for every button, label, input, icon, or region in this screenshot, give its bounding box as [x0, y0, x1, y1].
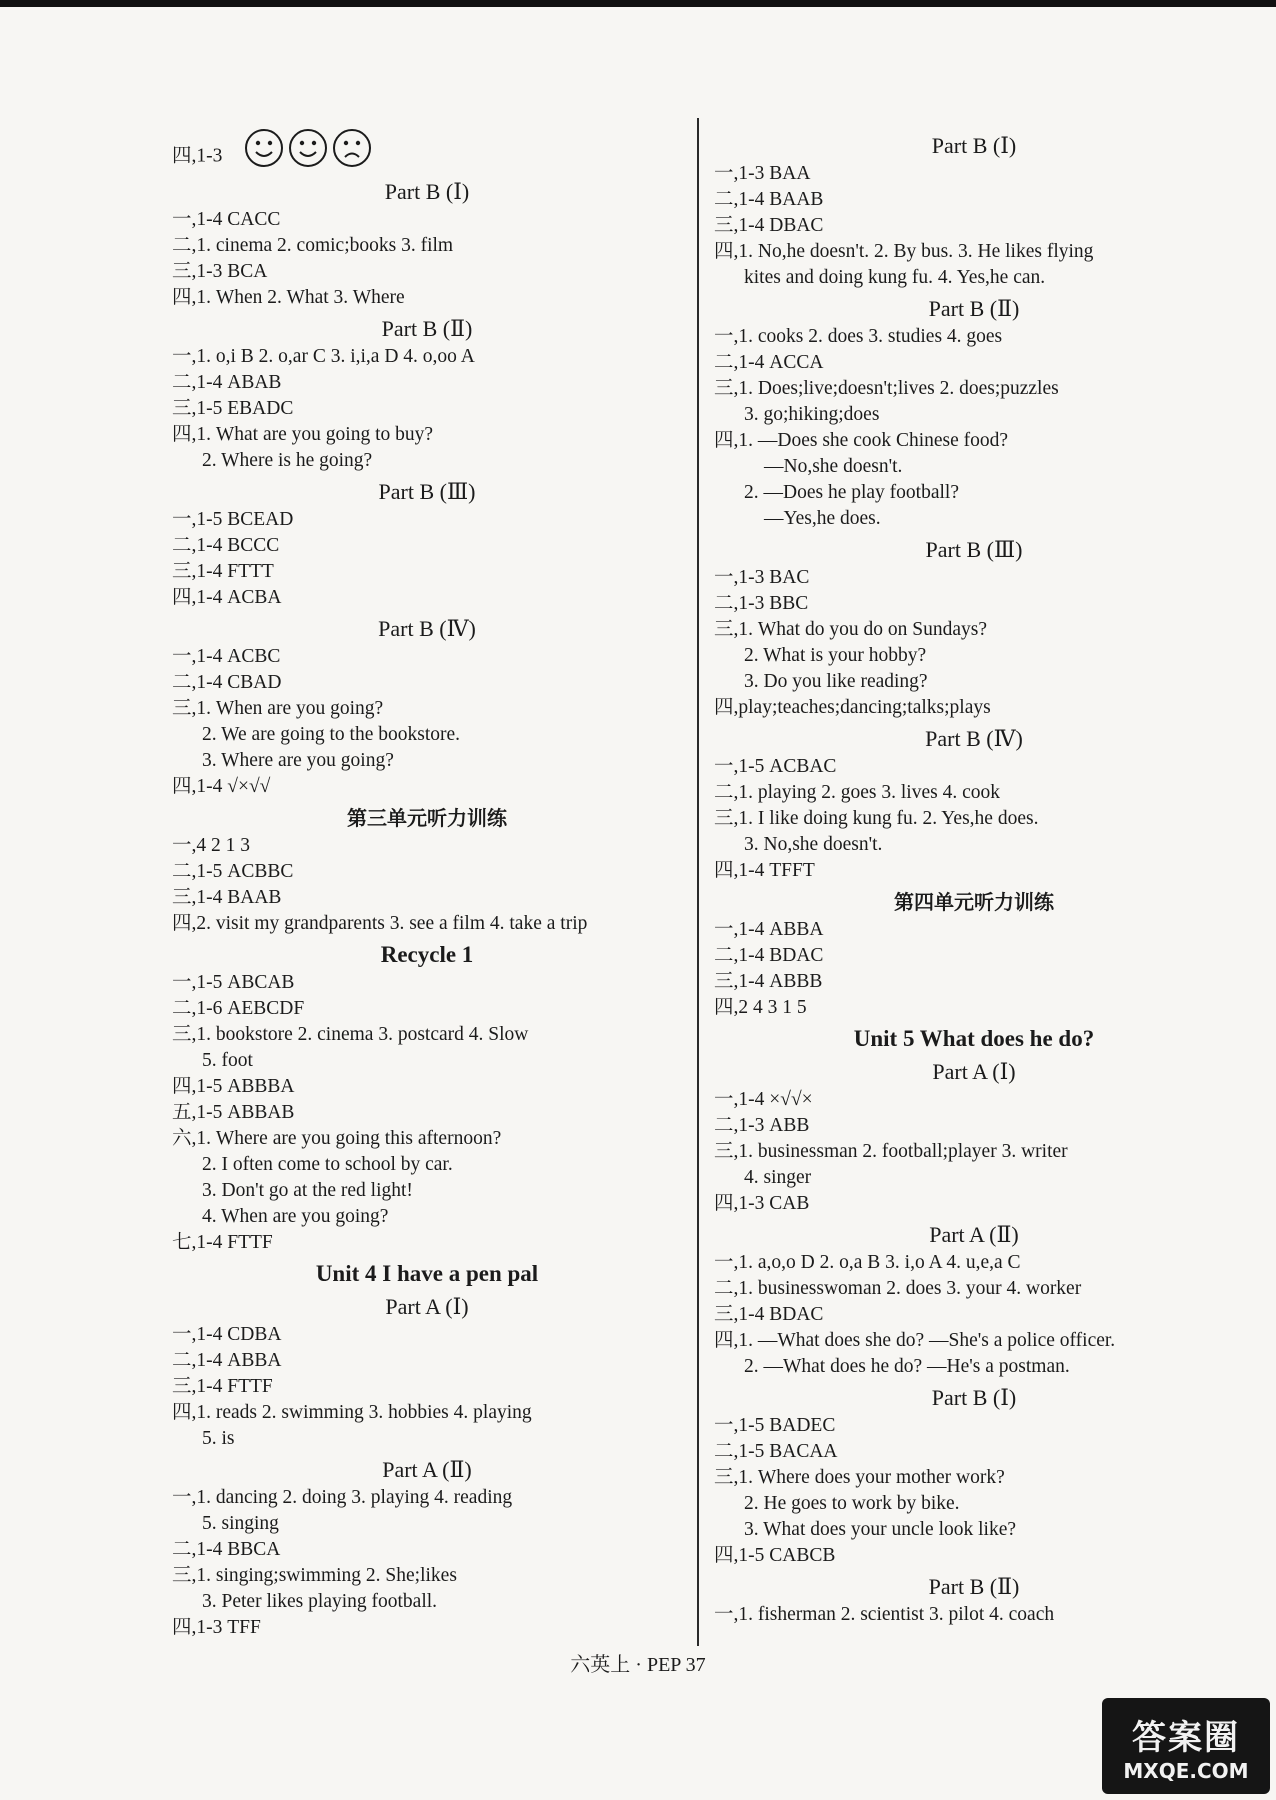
answer-line [172, 644, 682, 670]
line-text: 3. Do you like reading? [744, 671, 928, 692]
answer-line [714, 617, 1234, 643]
watermark-bottom: MXQE.COM [1123, 1758, 1249, 1783]
line-text: —Yes,he does. [764, 508, 881, 529]
top-rule [0, 0, 1276, 7]
column-divider [697, 118, 699, 1646]
answer-line [714, 1439, 1234, 1465]
line-text: Part B (Ⅰ) [931, 133, 1017, 158]
answer-line [172, 748, 682, 774]
answer-line [172, 859, 682, 885]
line-text: 四,1-3 [172, 145, 223, 167]
line-text: 五,1-5 ABBAB [172, 1102, 295, 1123]
line-text: 四,1-4 ACBA [172, 587, 282, 608]
line-text: 二,1. cinema 2. comic;books 3. film [172, 235, 454, 256]
line-text: 一,1-5 ABCAB [172, 972, 295, 993]
answer-line [714, 1543, 1234, 1569]
line-text: 二,1-4 BAAB [714, 189, 824, 210]
right-column [714, 128, 1234, 1628]
answer-line [714, 187, 1234, 213]
answer-line [714, 780, 1234, 806]
line-text: 一,1-4 CACC [172, 209, 281, 230]
answer-line [714, 506, 1234, 532]
line-text: 二,1-5 BACAA [714, 1441, 838, 1462]
answer-line [714, 591, 1234, 617]
happy-face-icon [244, 128, 284, 186]
line-text: Part A (Ⅱ) [382, 1457, 472, 1482]
answer-line [714, 161, 1234, 187]
answer-line [172, 233, 682, 259]
section-heading [714, 131, 1234, 161]
line-text: 4. singer [744, 1167, 812, 1188]
line-text: Part B (Ⅳ) [378, 616, 476, 641]
line-text: 2. I often come to school by car. [202, 1154, 453, 1175]
line-text: 三,1-4 BDAC [714, 1304, 824, 1325]
answer-line [714, 695, 1234, 721]
answer-line [714, 239, 1234, 265]
line-text: Part B (Ⅳ) [925, 726, 1023, 751]
line-text: 一,1. a,o,o D 2. o,a B 3. i,o A 4. u,e,a C [714, 1252, 1021, 1273]
answer-line [172, 885, 682, 911]
line-text: 3. What does your uncle look like? [744, 1519, 1017, 1540]
answer-line [172, 696, 682, 722]
section-heading [172, 477, 682, 507]
line-text: 二,1-4 BDAC [714, 945, 824, 966]
line-text: 一,1. cooks 2. does 3. studies 4. goes [714, 326, 1003, 347]
section-heading [714, 887, 1234, 917]
line-text: 四,1-5 CABCB [714, 1545, 836, 1566]
line-text: 一,1-4 ABBA [714, 919, 824, 940]
answer-line [714, 402, 1234, 428]
answer-line [172, 507, 682, 533]
section-heading [714, 1220, 1234, 1250]
line-text: 一,1. fisherman 2. scientist 3. pilot 4. coach [714, 1604, 1055, 1625]
answer-line [714, 376, 1234, 402]
line-text: Recycle 1 [380, 942, 474, 967]
line-text: 2. He goes to work by bike. [744, 1493, 960, 1514]
section-heading [714, 535, 1234, 565]
section-heading [714, 1383, 1234, 1413]
answer-line [172, 1074, 682, 1100]
line-text: 三,1-4 DBAC [714, 215, 824, 236]
line-text: 六,1. Where are you going this afternoon? [172, 1128, 502, 1149]
answer-line [172, 1126, 682, 1152]
answer-line [172, 1100, 682, 1126]
answer-line [172, 1485, 682, 1511]
section-heading [172, 1259, 682, 1289]
line-text: 四,1. No,he doesn't. 2. By bus. 3. He likes flying [714, 241, 1094, 262]
answer-line [714, 428, 1234, 454]
line-text: 二,1. playing 2. goes 3. lives 4. cook [714, 782, 1000, 803]
line-text: 二,1-4 ABBA [172, 1350, 282, 1371]
line-text: 二,1-3 BBC [714, 593, 809, 614]
line-text: 三,1. What do you do on Sundays? [714, 619, 987, 640]
line-text: 5. foot [202, 1050, 253, 1071]
answer-line [172, 128, 682, 174]
answer-line [714, 943, 1234, 969]
answer-line [172, 1400, 682, 1426]
answer-line [714, 1139, 1234, 1165]
line-text: 3. Peter likes playing football. [202, 1591, 438, 1612]
answer-line [172, 911, 682, 937]
answer-line [714, 643, 1234, 669]
line-text: 三,1-5 EBADC [172, 398, 294, 419]
line-text: 三,1-4 FTTT [172, 561, 274, 582]
answer-line [172, 1152, 682, 1178]
line-text: 三,1. I like doing kung fu. 2. Yes,he does. [714, 808, 1039, 829]
section-heading [714, 294, 1234, 324]
answer-line [172, 285, 682, 311]
line-text: Unit 4 I have a pen pal [315, 1261, 539, 1286]
line-text: 2. What is your hobby? [744, 645, 927, 666]
line-text: Part B (Ⅲ) [925, 537, 1023, 562]
answer-line [714, 1602, 1234, 1628]
answer-line [172, 1615, 682, 1641]
line-text: 一,4 2 1 3 [172, 835, 251, 856]
section-heading [714, 1024, 1234, 1054]
answer-line [172, 396, 682, 422]
answer-line [172, 1374, 682, 1400]
line-text: 3. No,she doesn't. [744, 834, 883, 855]
answer-line [172, 1426, 682, 1452]
line-text: 2. —Does he play football? [744, 482, 959, 503]
line-text: 四,1-4 √×√√ [172, 776, 271, 797]
section-heading [172, 614, 682, 644]
line-text: 第三单元听力训练 [347, 806, 507, 830]
section-heading [172, 314, 682, 344]
answer-line [172, 533, 682, 559]
answer-line [714, 265, 1234, 291]
answer-line [714, 995, 1234, 1021]
answer-line [172, 559, 682, 585]
line-text: 四,1. —What does she do? —She's a police officer. [714, 1330, 1116, 1351]
line-text: 一,1-5 BCEAD [172, 509, 294, 530]
line-text: 四,2. visit my grandparents 3. see a film 4. take a trip [172, 913, 588, 934]
line-text: 四,2 4 3 1 5 [714, 997, 807, 1018]
answer-line [172, 448, 682, 474]
line-text: 二,1-6 AEBCDF [172, 998, 305, 1019]
answer-line [714, 1491, 1234, 1517]
answer-line [714, 1165, 1234, 1191]
line-text: 三,1. bookstore 2. cinema 3. postcard 4. Slow [172, 1024, 529, 1045]
line-text: 5. is [202, 1428, 235, 1449]
answer-line [714, 324, 1234, 350]
line-text: 一,1-3 BAC [714, 567, 810, 588]
line-text: 二,1. businesswoman 2. does 3. your 4. worker [714, 1278, 1082, 1299]
answer-line [172, 259, 682, 285]
line-text: 三,1. Does;live;doesn't;lives 2. does;puzzles [714, 378, 1059, 399]
answer-line [172, 996, 682, 1022]
answer-line [172, 207, 682, 233]
line-text: 2. Where is he going? [202, 450, 373, 471]
answer-line [172, 722, 682, 748]
section-heading [172, 1292, 682, 1322]
line-text: 四,1-4 TFFT [714, 860, 815, 881]
line-text: 一,1. o,i B 2. o,ar C 3. i,i,a D 4. o,oo A [172, 346, 475, 367]
line-text: 四,1. When 2. What 3. Where [172, 287, 405, 308]
line-text: kites and doing kung fu. 4. Yes,he can. [744, 267, 1046, 288]
answer-line [714, 754, 1234, 780]
line-text: 一,1. dancing 2. doing 3. playing 4. reading [172, 1487, 513, 1508]
answer-line [172, 1204, 682, 1230]
line-text: 二,1-3 ABB [714, 1115, 810, 1136]
answer-line [172, 1537, 682, 1563]
answer-line [714, 969, 1234, 995]
line-text: 一,1-5 BADEC [714, 1415, 836, 1436]
answer-line [714, 213, 1234, 239]
answer-line [172, 585, 682, 611]
line-text: 一,1-4 ×√√× [714, 1089, 813, 1110]
answer-line [714, 350, 1234, 376]
line-text: 2. We are going to the bookstore. [202, 724, 461, 745]
answer-line [714, 1465, 1234, 1491]
line-text: 三,1-4 FTTF [172, 1376, 273, 1397]
line-text: Part B (Ⅲ) [378, 479, 476, 504]
answer-line [714, 480, 1234, 506]
answer-line [714, 1413, 1234, 1439]
line-text: Part B (Ⅰ) [931, 1385, 1017, 1410]
watermark-logo [1102, 1698, 1270, 1794]
line-text: 四,1. —Does she cook Chinese food? [714, 430, 1009, 451]
line-text: 二,1-4 BBCA [172, 1539, 281, 1560]
line-text: 三,1-4 ABBB [714, 971, 823, 992]
answer-line [172, 1048, 682, 1074]
watermark-top: 答案圈 [1132, 1717, 1240, 1758]
page-footer: 六英上 · PEP 37 [570, 1654, 706, 1676]
line-text: 四,play;teaches;dancing;talks;plays [714, 697, 991, 718]
line-text: 一,1-4 ACBC [172, 646, 281, 667]
line-text: 二,1-4 BCCC [172, 535, 280, 556]
answer-line [714, 1302, 1234, 1328]
answer-line [172, 1511, 682, 1537]
line-text: Part B (Ⅱ) [928, 1574, 1020, 1599]
line-text: 三,1. When are you going? [172, 698, 384, 719]
line-text: 四,1. reads 2. swimming 3. hobbies 4. playing [172, 1402, 532, 1423]
happy-face-icon [288, 128, 328, 186]
answer-line [172, 833, 682, 859]
answer-line [714, 858, 1234, 884]
answer-line [714, 806, 1234, 832]
line-text: 4. When are you going? [202, 1206, 389, 1227]
line-text: Part B (Ⅱ) [928, 296, 1020, 321]
line-text: 2. —What does he do? —He's a postman. [744, 1356, 1070, 1377]
answer-line [714, 454, 1234, 480]
line-text: —No,she doesn't. [764, 456, 903, 477]
line-text: 四,1. What are you going to buy? [172, 424, 434, 445]
section-heading [172, 1455, 682, 1485]
answer-line [714, 1354, 1234, 1380]
answer-line [172, 774, 682, 800]
left-column [172, 128, 682, 1641]
answer-line [714, 1191, 1234, 1217]
answer-line [714, 1328, 1234, 1354]
answer-line [714, 565, 1234, 591]
line-text: Part A (Ⅱ) [929, 1222, 1019, 1247]
sad-face-icon [332, 128, 372, 186]
face-icons [244, 128, 372, 186]
answer-line [172, 1230, 682, 1256]
answer-line [714, 1517, 1234, 1543]
answer-line [172, 1563, 682, 1589]
line-text: 七,1-4 FTTF [172, 1232, 273, 1253]
section-heading [172, 803, 682, 833]
line-text: 二,1-4 ACCA [714, 352, 824, 373]
line-text: 四,1-3 CAB [714, 1193, 810, 1214]
line-text: 第四单元听力训练 [894, 890, 1054, 914]
line-text: 二,1-4 CBAD [172, 672, 282, 693]
line-text: 四,1-3 TFF [172, 1617, 261, 1638]
line-text: 二,1-4 ABAB [172, 372, 282, 393]
line-text: Part A (Ⅰ) [932, 1059, 1016, 1084]
line-text: 一,1-5 ACBAC [714, 756, 837, 777]
section-heading [714, 1572, 1234, 1602]
answer-line [714, 1087, 1234, 1113]
line-text: 三,1-3 BCA [172, 261, 268, 282]
answer-line [172, 1589, 682, 1615]
answer-line [172, 1348, 682, 1374]
line-text: 一,1-3 BAA [714, 163, 811, 184]
answer-line [172, 1178, 682, 1204]
answer-line [714, 832, 1234, 858]
answer-line [714, 1250, 1234, 1276]
line-text: 一,1-4 CDBA [172, 1324, 282, 1345]
answer-line [172, 1322, 682, 1348]
answer-line [714, 669, 1234, 695]
answer-line [714, 917, 1234, 943]
line-text: 四,1-5 ABBBA [172, 1076, 295, 1097]
line-text: 5. singing [202, 1513, 279, 1534]
section-heading [714, 1057, 1234, 1087]
line-text: 三,1. businessman 2. football;player 3. writer [714, 1141, 1068, 1162]
answer-line [172, 670, 682, 696]
line-text: Part B (Ⅱ) [381, 316, 473, 341]
section-heading [172, 940, 682, 970]
answer-line [714, 1113, 1234, 1139]
line-text: 3. go;hiking;does [744, 404, 880, 425]
answer-line [172, 344, 682, 370]
line-text: 3. Don't go at the red light! [202, 1180, 413, 1201]
line-text: 三,1. Where does your mother work? [714, 1467, 1005, 1488]
answer-line [172, 370, 682, 396]
line-text: Unit 5 What does he do? [853, 1026, 1095, 1051]
answer-line [714, 1276, 1234, 1302]
line-text: Part B (Ⅰ) [384, 179, 470, 204]
answer-line [172, 422, 682, 448]
line-text: 3. Where are you going? [202, 750, 394, 771]
line-text: 三,1. singing;swimming 2. She;likes [172, 1565, 457, 1586]
line-text: 二,1-5 ACBBC [172, 861, 294, 882]
line-text: Part A (Ⅰ) [385, 1294, 469, 1319]
section-heading [714, 724, 1234, 754]
answer-line [172, 970, 682, 996]
line-text: 三,1-4 BAAB [172, 887, 282, 908]
answer-line [172, 1022, 682, 1048]
